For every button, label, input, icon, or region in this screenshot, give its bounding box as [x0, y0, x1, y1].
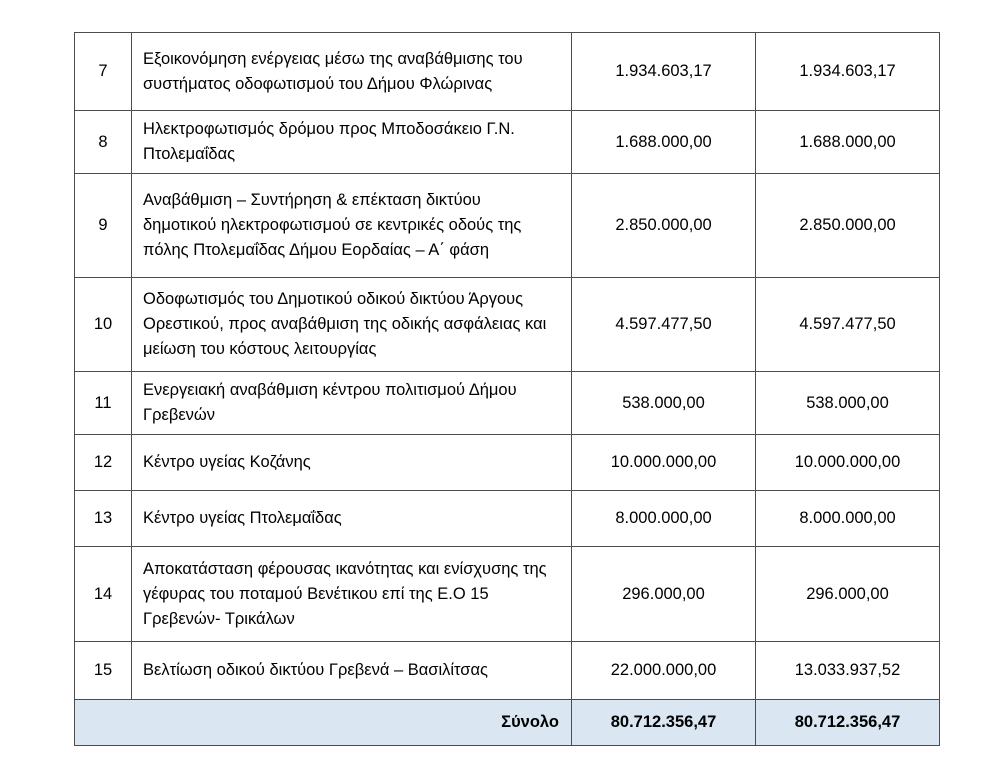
project-description: Αναβάθμιση – Συντήρηση & επέκταση δικτύου δημοτικού ηλεκτροφωτισμού σε κεντρικές οδούς της πόλης Πτολεμαΐδας Δήμου Εορδαίας – Α΄ φάση	[132, 174, 572, 278]
table-row	[75, 435, 940, 491]
row-number: 10	[75, 278, 132, 372]
row-number: 13	[75, 491, 132, 547]
budget-value: 1.688.000,00	[572, 111, 756, 174]
budget-value: 1.934.603,17	[572, 33, 756, 111]
approved-value: 538.000,00	[756, 372, 940, 435]
budget-value: 538.000,00	[572, 372, 756, 435]
total-budget-value: 80.712.356,47	[572, 700, 756, 746]
project-description: Οδοφωτισμός του Δημοτικού οδικού δικτύου Άργους Ορεστικού, προς αναβάθμιση της οδικής ασφάλειας και μείωση του κόστους λειτουργίας	[132, 278, 572, 372]
approved-value: 4.597.477,50	[756, 278, 940, 372]
project-description: Ηλεκτροφωτισμός δρόμου προς Μποδοσάκειο Γ.Ν. Πτολεμαΐδας	[132, 111, 572, 174]
row-number: 11	[75, 372, 132, 435]
approved-value: 296.000,00	[756, 547, 940, 642]
project-description: Ενεργειακή αναβάθμιση κέντρου πολιτισμού Δήμου Γρεβενών	[132, 372, 572, 435]
total-approved-value: 80.712.356,47	[756, 700, 940, 746]
budget-value: 22.000.000,00	[572, 642, 756, 700]
approved-value: 1.934.603,17	[756, 33, 940, 111]
row-number: 7	[75, 33, 132, 111]
row-number: 12	[75, 435, 132, 491]
total-row	[75, 700, 940, 746]
row-number: 9	[75, 174, 132, 278]
budget-value: 4.597.477,50	[572, 278, 756, 372]
row-number: 15	[75, 642, 132, 700]
table-row	[75, 174, 940, 278]
table-row	[75, 642, 940, 700]
table-row	[75, 111, 940, 174]
row-number: 8	[75, 111, 132, 174]
total-label: Σύνολο	[132, 700, 572, 746]
budget-value: 8.000.000,00	[572, 491, 756, 547]
projects-budget-table	[74, 32, 940, 746]
project-description: Βελτίωση οδικού δικτύου Γρεβενά – Βασιλίτσας	[132, 642, 572, 700]
table-row	[75, 278, 940, 372]
table-row	[75, 33, 940, 111]
budget-value: 10.000.000,00	[572, 435, 756, 491]
project-description: Κέντρο υγείας Πτολεμαΐδας	[132, 491, 572, 547]
row-number: 14	[75, 547, 132, 642]
approved-value: 1.688.000,00	[756, 111, 940, 174]
approved-value: 8.000.000,00	[756, 491, 940, 547]
total-row-spacer	[75, 700, 132, 746]
project-description: Κέντρο υγείας Κοζάνης	[132, 435, 572, 491]
budget-value: 296.000,00	[572, 547, 756, 642]
project-description: Αποκατάσταση φέρουσας ικανότητας και ενίσχυσης της γέφυρας του ποταμού Βενέτικου επί της Ε.Ο 15 Γρεβενών- Τρικάλων	[132, 547, 572, 642]
approved-value: 13.033.937,52	[756, 642, 940, 700]
table-row	[75, 547, 940, 642]
approved-value: 2.850.000,00	[756, 174, 940, 278]
table-row	[75, 491, 940, 547]
table-row	[75, 372, 940, 435]
project-description: Εξοικονόμηση ενέργειας μέσω της αναβάθμισης του συστήματος οδοφωτισμού του Δήμου Φλώρινας	[132, 33, 572, 111]
projects-table-container	[74, 32, 939, 746]
approved-value: 10.000.000,00	[756, 435, 940, 491]
budget-value: 2.850.000,00	[572, 174, 756, 278]
